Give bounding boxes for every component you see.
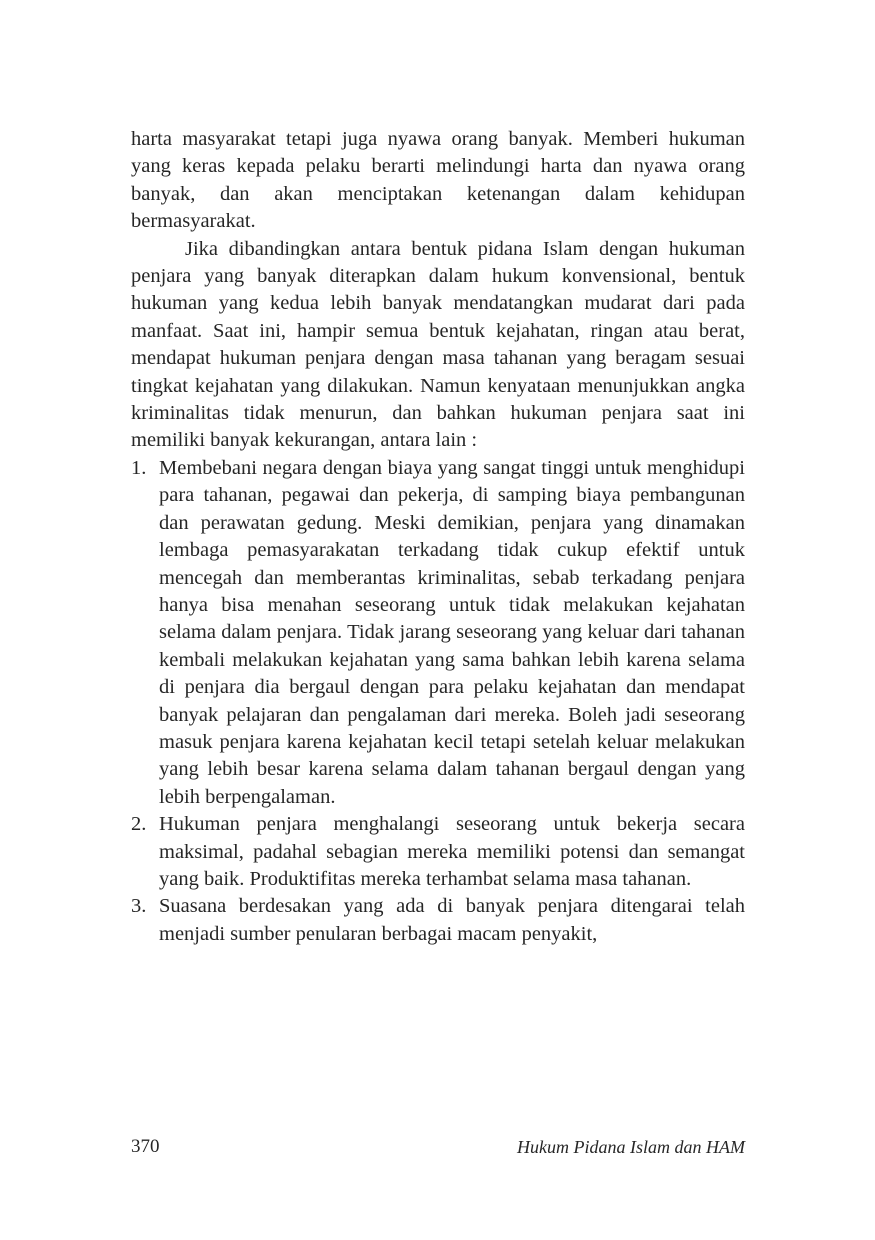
- list-item-number: 2.: [131, 813, 147, 836]
- list-item-number: 1.: [131, 456, 147, 479]
- list-item-number: 3.: [131, 895, 147, 918]
- running-title: Hukum Pidana Islam dan HAM: [517, 1137, 745, 1157]
- list-item-text: Membebani negara dengan biaya yang sangat tinggi untuk menghidupi para tahanan, pegawai dan pekerja, di samping biaya pembangunan dan perawatan gedung. Meski demikian, penjara yang dinamakan lembaga pemasyarakatan terkadang tidak cukup efektif untuk mencegah dan memberantas kriminalitas, sebab terkadang penjara hanya bisa menahan seseorang untuk tidak melakukan kejahatan selama dalam penjara. Tidak jarang seseorang yang keluar dari tahanan kembali melakukan kejahatan yang sama bahkan lebih karena selama di penjara dia bergaul dengan para pelaku kejahatan dan mendapat banyak pelajaran dan pengalaman dari mereka. Boleh jadi seseorang masuk penjara karena kejahatan kecil tetapi setelah keluar melakukan yang lebih besar karena selama dalam tahanan bergaul dengan yang lebih berpengalaman.: [159, 456, 745, 808]
- numbered-list: [131, 455, 745, 948]
- list-item-text: Hukuman penjara menghalangi seseorang untuk bekerja secara maksimal, padahal sebagian mereka memiliki potensi dan semangat yang baik. Produktifitas mereka terhambat selama masa tahanan.: [159, 813, 745, 890]
- list-item: [131, 811, 745, 893]
- list-item: [131, 893, 745, 948]
- list-item: [131, 455, 745, 811]
- paragraph-comparison: Jika dibandingkan antara bentuk pidana Islam dengan hukuman penjara yang banyak diterapkan dalam hukum konvensional, bentuk hukuman yang kedua lebih banyak mendatangkan mudarat dari pada manfaat. Saat ini, hampir semua bentuk kejahatan, ringan atau berat, mendapat hukuman penjara dengan masa tahanan yang beragam sesuai tingkat kejahatan yang dilakukan. Namun kenyataan menunjukkan angka kriminalitas tidak menurun, dan bahkan hukuman penjara saat ini memiliki banyak kekurangan, antara lain :: [131, 237, 745, 452]
- page-footer: [131, 1135, 745, 1161]
- list-item-text: Suasana berdesakan yang ada di banyak penjara ditengarai telah menjadi sumber penularan berbagai macam penyakit,: [159, 895, 745, 945]
- paragraph-continuation: harta masyarakat tetapi juga nyawa orang banyak. Memberi hukuman yang keras kepada pelaku berarti melindungi harta dan nyawa orang banyak, dan akan menciptakan ketenangan dalam kehidupan bermasyarakat.: [131, 128, 745, 233]
- page-number: 370: [131, 1136, 160, 1157]
- page-body: [131, 126, 745, 948]
